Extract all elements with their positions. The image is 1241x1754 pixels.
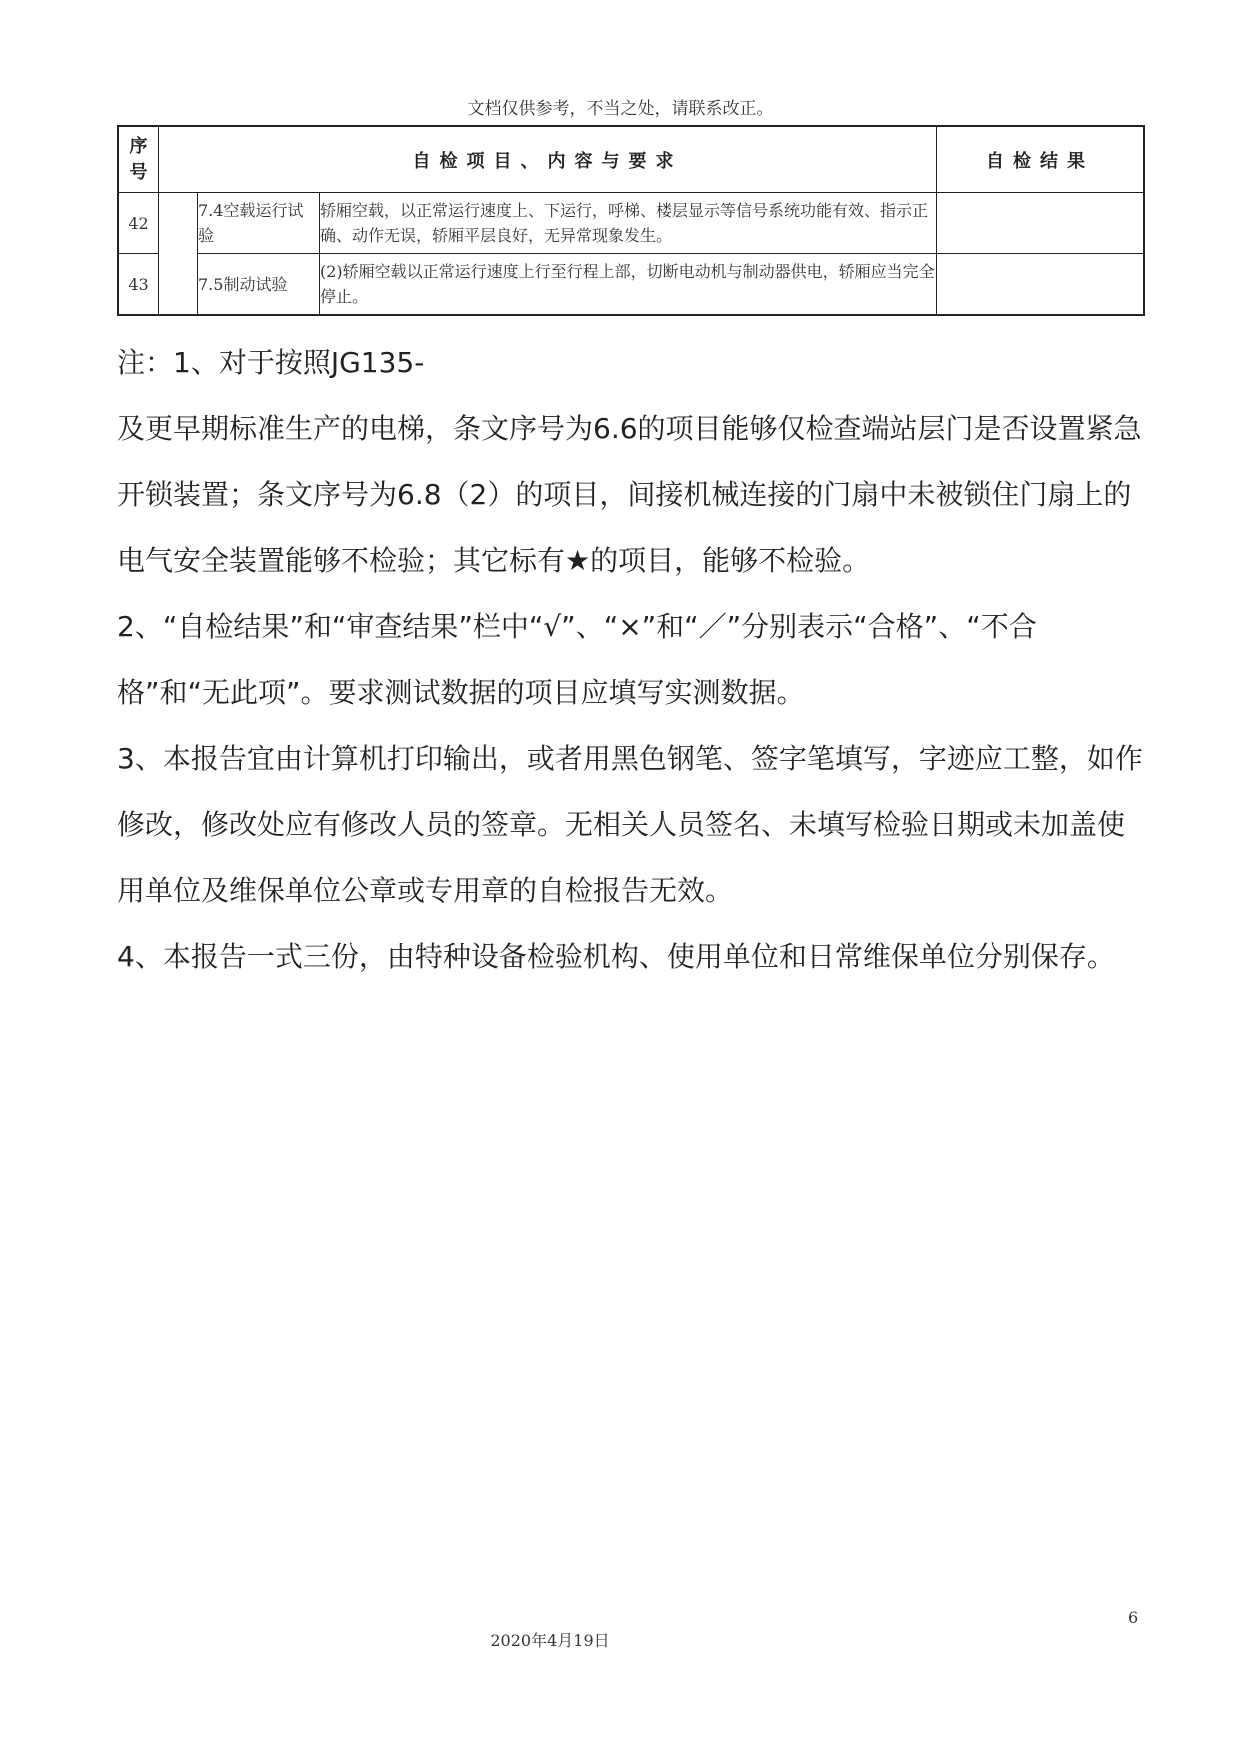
notes-section [117,330,1147,990]
header-note: 文档仅供参考，不当之处，请联系改正。 [467,99,774,119]
footer-date: 2020年4月19日 [490,1631,610,1650]
items-header: 自检项目、内容与要求 [159,126,937,193]
seq-header-line1: 序 [129,135,148,157]
seq-header [118,126,159,193]
seq-header-line2: 号 [129,161,148,183]
row-result [937,193,1145,254]
inspection-table [117,125,1145,316]
row-seq: 42 [118,193,159,254]
note-3: 3、本报告宜由计算机打印输出，或者用黑色钢笔、签字笔填写，字迹应工整，如作修改，修改处应有修改人员的签章。无相关人员签名、未填写检验日期或未加盖使用单位及维保单位公章或专用章的自检报告无效。 [117,742,1143,907]
table-row [118,254,1144,316]
page-number: 6 [1128,1608,1139,1627]
row-result [937,254,1145,316]
table-header-row [118,126,1144,193]
note-2: 2、“自检结果”和“审查结果”栏中“√”、“×”和“／”分别表示“合格”、“不合格”和“无此项”。要求测试数据的项目应填写实测数据。 [117,610,1037,709]
row-description: 轿厢空载，以正常运行速度上、下运行，呼梯、楼层显示等信号系统功能有效、指示正确、动作无误，轿厢平层良好，无异常现象发生。 [320,193,937,254]
group-cell [159,193,198,316]
note-1-body: 及更早期标准生产的电梯，条文序号为6.6的项目能够仅检查端站层门是否设置紧急开锁装置；条文序号为6.8（2）的项目，间接机械连接的门扇中未被锁住门扇上的电气安全装置能够不检验；其它标有★的项目，能够不检验。 [117,412,1142,577]
row-sub-item: 7.5制动试验 [198,254,320,316]
table-row [118,193,1144,254]
note-4: 4、本报告一式三份，由特种设备检验机构、使用单位和日常维保单位分别保存。 [117,940,1115,973]
row-description: (2)轿厢空载以正常运行速度上行至行程上部，切断电动机与制动器供电，轿厢应当完全停止。 [320,254,937,316]
row-sub-item: 7.4空载运行试验 [198,193,320,254]
result-header: 自检结果 [937,126,1145,193]
note-intro: 注：1、对于按照JG135- [117,346,425,379]
row-seq: 43 [118,254,159,316]
